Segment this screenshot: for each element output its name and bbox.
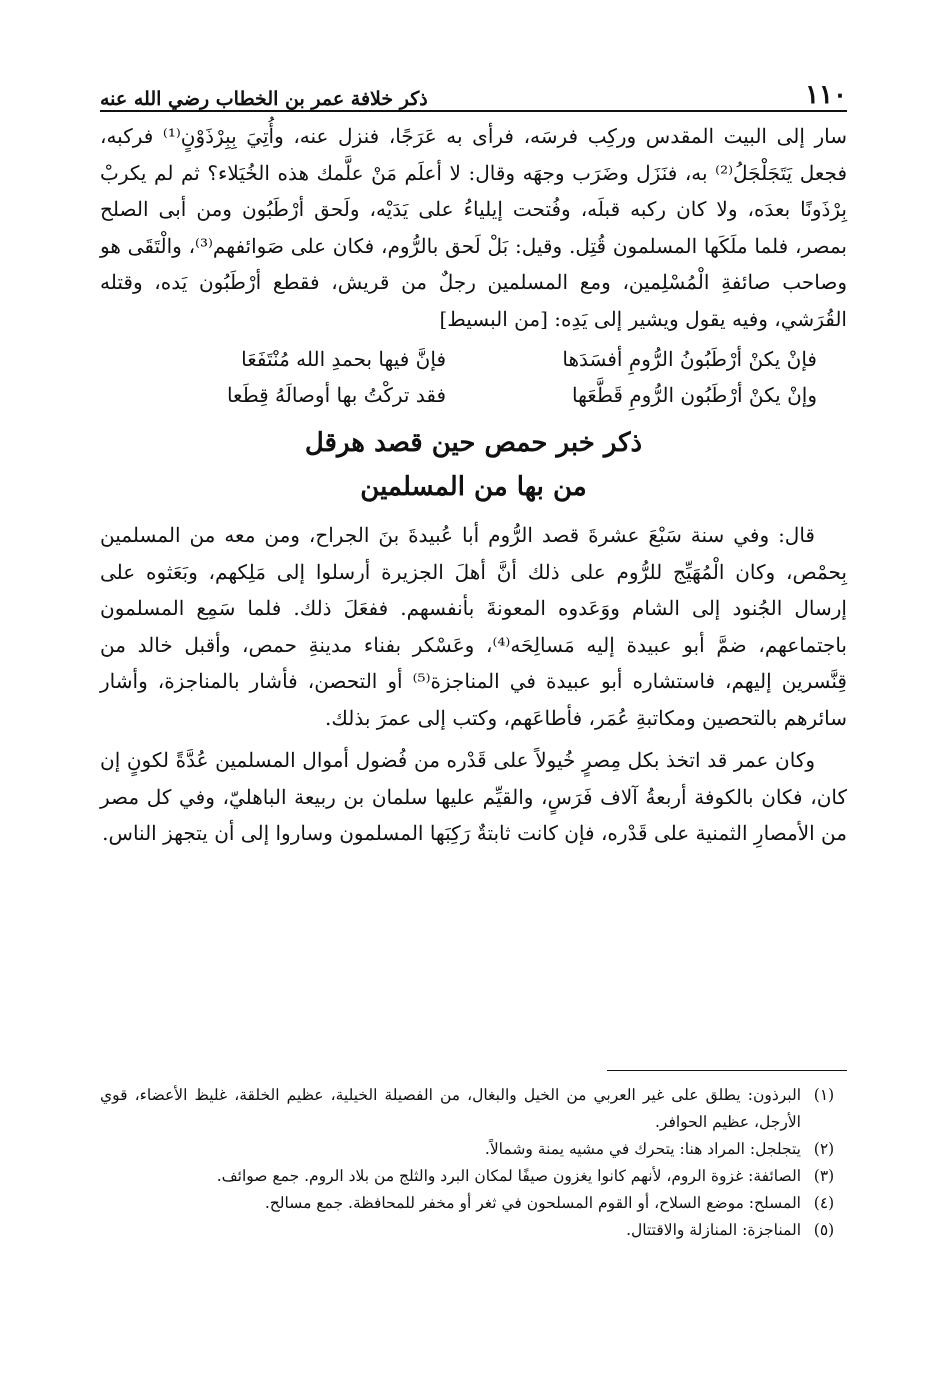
- footnote-5-number: (٥): [813, 1221, 835, 1239]
- footnote-5: [100, 1217, 847, 1244]
- footnote-separator: [607, 1070, 847, 1071]
- footnote-1-text: البرذون: يطلق على غير العربي من الخيل والبغال، من الفصيلة الخيلية، عظيم الخلقة، غليظ الأعضاء، قوي الأرجل، عظيم الحوافر.: [100, 1086, 801, 1131]
- verse-2-first-hemistich: وإنْ يكنْ أرْطَبُون الرُّومِ قَطَّعَها: [571, 383, 817, 407]
- footnote-4-number: (٤): [813, 1194, 835, 1212]
- page-header: [100, 70, 847, 110]
- footnote-3-number: (٣): [813, 1167, 835, 1185]
- verse-1-second-hemistich: فإنَّ فيها بحمدِ الله مُنْتَفَعَا: [241, 347, 447, 371]
- footnote-4-text: المسلح: موضع السلاح، أو القوم المسلحون في ثغر أو مخفر للمحافظة. جمع مسالح.: [264, 1194, 801, 1212]
- paragraph-1: سار إلى البيت المقدس وركِب فرسَه، فرأى به عَرَجًا، فنزل عنه، وأُتِيَ بِبِرْذَوْنٍ⁽¹⁾ فركبه، فجعل يَتَجَلْجَلُ⁽²⁾ به، فنَزَل وضَرَب وجهَه وقال: لا أعلَم مَنْ علَّمك هذه الخُيَلاء؟ ثم لم يكربْ بِرْذَونًا بعدَه، ولا كان ركبه قبلَه، وفُتحت إيلياءُ على يَدَيْه، ولَحق أرْطَبُون ومن أبى الصلح بمصر، فلما ملَكَها المسلمون قُتِل. وقيل: بَلْ لَحق بالرُّوم، فكان على صَوائفهم⁽³⁾، والْتَقَى هو وصاحب صائفةِ الْمُسْلِمين، ومع المسلمين رجلٌ من قريش، فقطع أرْطَبُون يَده، وقتله القُرَشي، وفيه يقول ويشير إلى يَدِه: [من البسيط]: [100, 124, 848, 331]
- footnote-3: [100, 1163, 847, 1190]
- footnote-5-text: المناجزة: المنازلة والاقتتال.: [626, 1221, 801, 1239]
- header-rule: [100, 110, 847, 112]
- section-heading-line-2: من بها من المسلمين: [360, 472, 587, 502]
- page-number: ١١٠: [805, 80, 847, 110]
- paragraph-3: وكان عمر قد اتخذ بكل مِصرٍ خُيولاً على قَدْره من فُضول أموال المسلمين عُدَّةً لكونٍ إن كان، فكان بالكوفة أربعةُ آلاف فَرَسٍ، والقيِّم عليها سلمان بن ربيعة الباهليّ، وفي كل مصر من الأمصارِ الثمنية على قَدْره، فإن كانت ثابتةٌ رَكِبَها المسلمون وساروا إلى أن يتجهز الناس.: [100, 748, 847, 845]
- verse-1: [100, 341, 847, 377]
- footnote-3-text: الصائفة: غزوة الروم، لأنهم كانوا يغزون صيفًا لمكان البرد والثلج من بلاد الروم. جمع صوائف.: [216, 1167, 801, 1185]
- running-title: ذكر خلافة عمر بن الخطاب رضي الله عنه: [100, 88, 428, 110]
- poem: [100, 341, 847, 413]
- section-heading-line-1: ذكر خبر حمص حين قصد هرقل: [304, 428, 643, 458]
- footnotes: [100, 1082, 847, 1244]
- footnote-2: [100, 1136, 847, 1163]
- verse-1-first-hemistich: فإنْ يكنْ أرْطَبُونُ الرُّومِ أفسَدَها: [562, 347, 817, 371]
- footnote-1-number: (١): [813, 1086, 835, 1104]
- verse-2: [100, 377, 847, 413]
- main-text: [100, 118, 847, 852]
- section-heading: [100, 421, 847, 509]
- footnote-1: [100, 1082, 847, 1136]
- paragraph-2: قال: وفي سنة سَبْعَ عشرةَ قصد الرُّوم أبا عُبيدةَ بنَ الجراح، ومن معه من المسلمين بِحمْص، وكان الْمُهَيِّج للرُّوم على ذلك أنَّ أهلَ الجزيرة أرسلوا إلى مَلِكهم، وبَعَثوه على إرسال الجُنود إلى الشام ووَعَدوه المعونةَ بأنفسهم. ففعَلَ ذلك. فلما سَمِع المسلمون باجتماعهم، ضمَّ أبو عبيدة إليه مَسالِحَه⁽⁴⁾، وعَسْكر بفناء مدينةِ حمص، وأقبل خالد من قِنَّسرين إليهم، فاستشاره أبو عبيدة في المناجزة⁽⁵⁾ أو التحصن، فأشار بالمناجزة، وأشار سائرهم بالتحصين ومكاتبةِ عُمَر، فأطاعَهم، وكتب إلى عمرَ بذلك.: [100, 523, 847, 730]
- footnote-2-text: يتجلجل: المراد هنا: يتحرك في مشيه يمنة وشمالاً.: [484, 1140, 801, 1158]
- verse-2-second-hemistich: فقد تركْتُ بها أوصالَهُ قِطَعا: [226, 383, 447, 407]
- footnote-2-number: (٢): [813, 1140, 835, 1158]
- footnote-4: [100, 1190, 847, 1217]
